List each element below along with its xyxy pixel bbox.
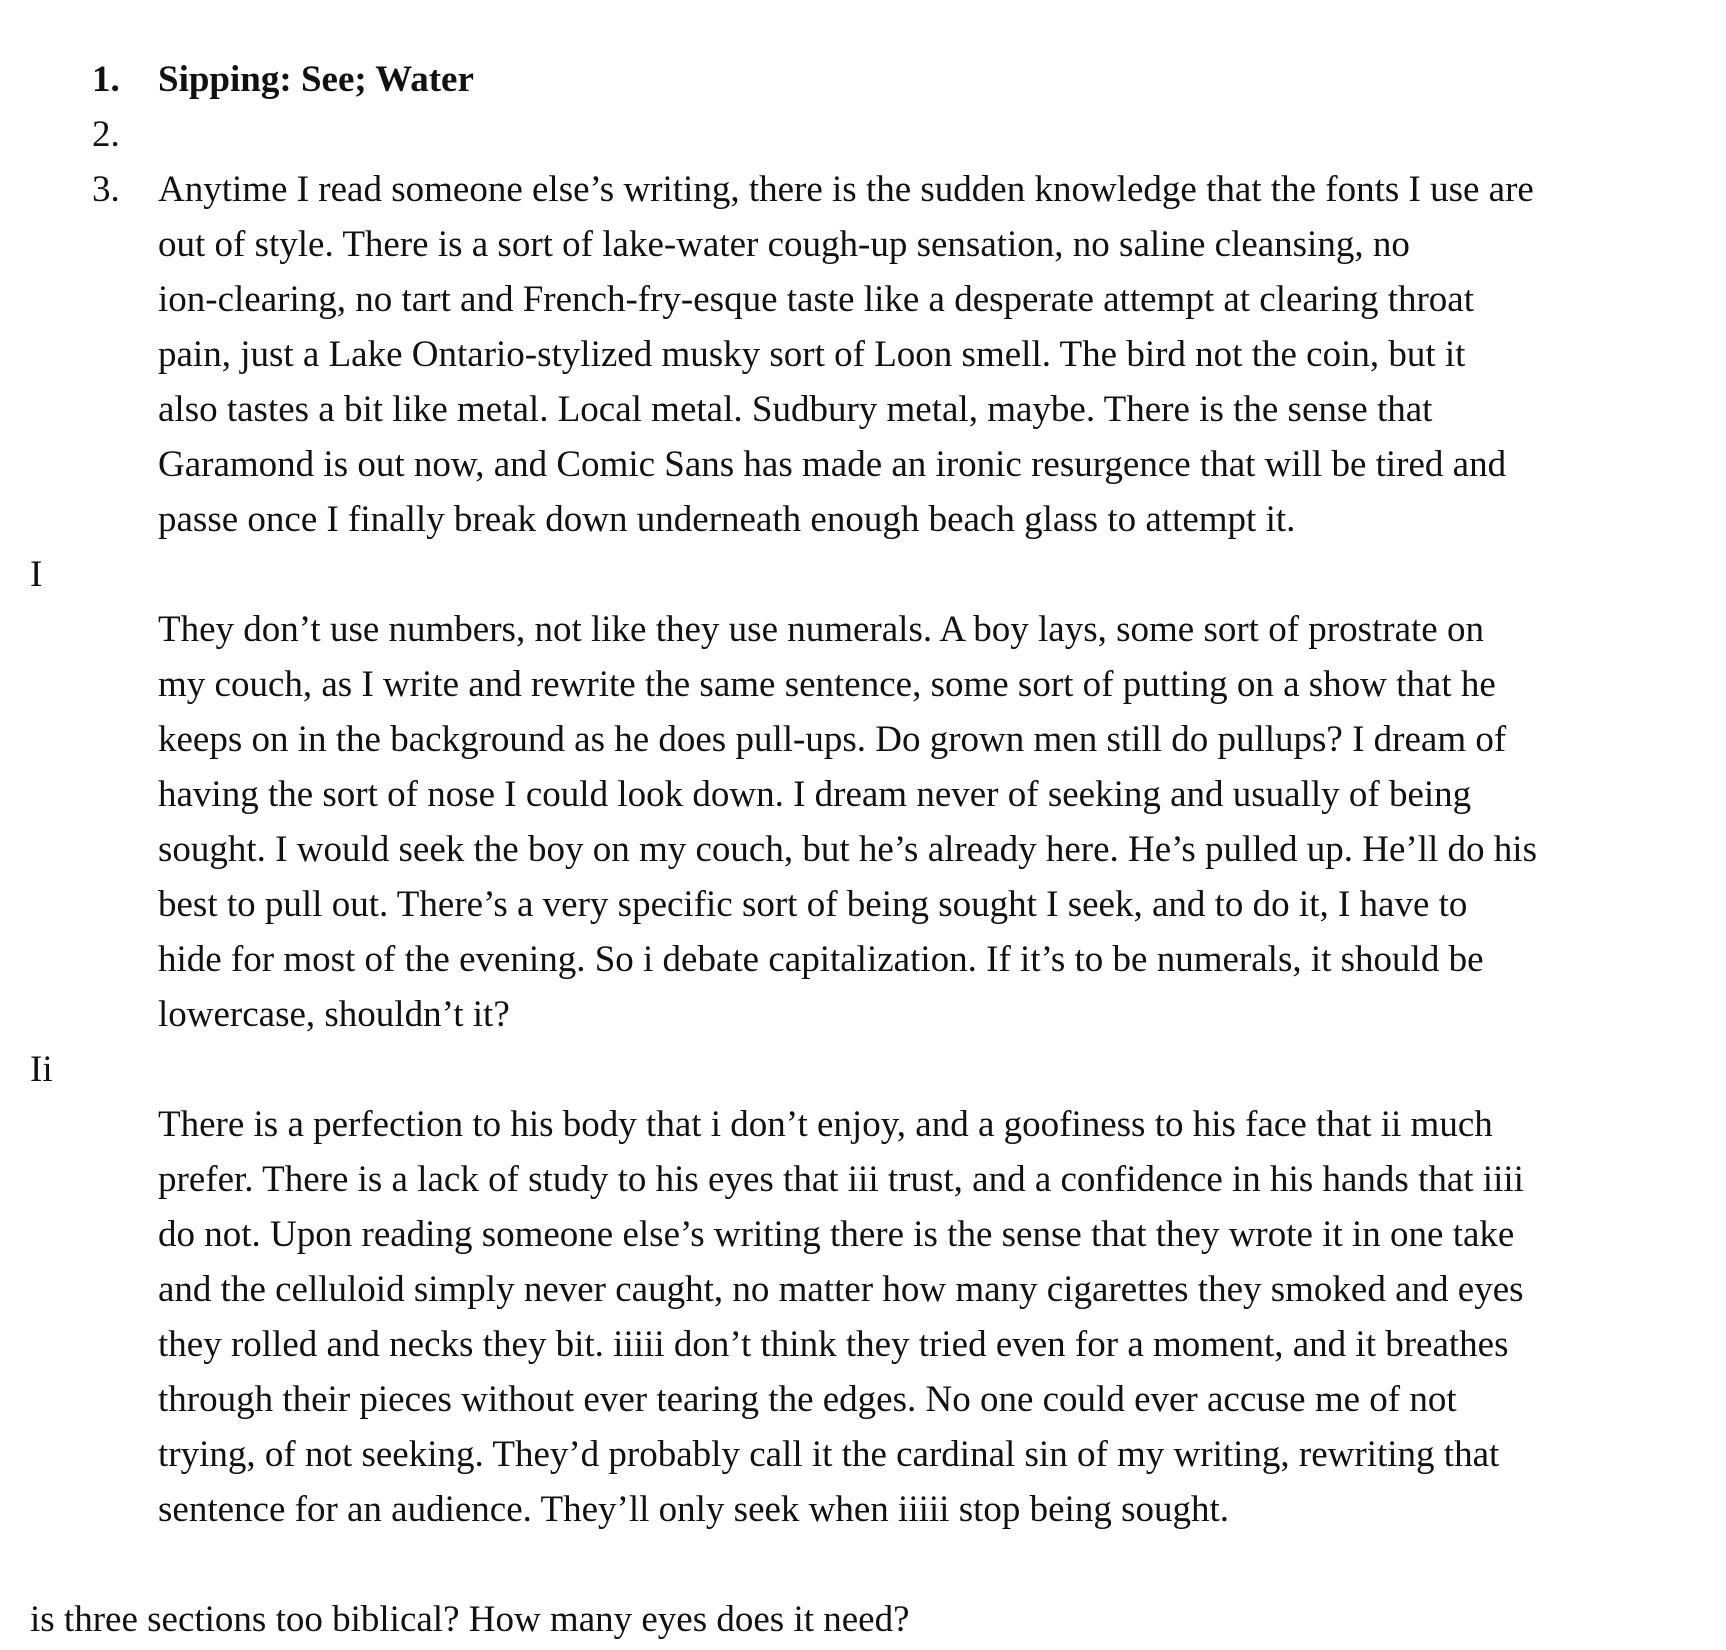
text-line: and the celluloid simply never caught, no matter how many cigarettes they smoked and eyes — [158, 1269, 1524, 1310]
text-line: pain, just a Lake Ontario-stylized musky sort of Loon smell. The bird not the coin, but it — [158, 334, 1466, 375]
section-marker-ii: Ii — [30, 1049, 53, 1090]
section-marker-i: I — [30, 554, 43, 595]
text-line: they rolled and necks they bit. iiiii don’t think they tried even for a moment, and it breathes — [158, 1324, 1509, 1365]
text-line: having the sort of nose I could look down. I dream never of seeking and usually of being — [158, 774, 1472, 815]
text-line: lowercase, shouldn’t it? — [158, 994, 510, 1035]
text-line: Garamond is out now, and Comic Sans has made an ironic resurgence that will be tired and — [158, 444, 1507, 485]
text-line: through their pieces without ever tearing the edges. No one could ever accuse me of not — [158, 1379, 1457, 1420]
list-number-3: 3. — [92, 169, 120, 210]
text-line: keeps on in the background as he does pull-ups. Do grown men still do pullups? I dream of — [158, 719, 1507, 760]
text-line: sentence for an audience. They’ll only seek when iiiii stop being sought. — [158, 1489, 1230, 1530]
list-number-1: 1. — [92, 59, 120, 100]
text-line: They don’t use numbers, not like they use numerals. A boy lays, some sort of prostrate on — [158, 609, 1484, 650]
text-line: Anytime I read someone else’s writing, there is the sudden knowledge that the fonts I use are — [158, 169, 1534, 210]
closing-question: is three sections too biblical? How many eyes does it need? — [30, 1599, 910, 1640]
text-line: passe once I finally break down underneath enough beach glass to attempt it. — [158, 499, 1296, 540]
text-line: ion-clearing, no tart and French-fry-esque taste like a desperate attempt at clearing throat — [158, 279, 1475, 320]
text-line: out of style. There is a sort of lake-water cough-up sensation, no saline cleansing, no — [158, 224, 1410, 265]
text-line: There is a perfection to his body that i don’t enjoy, and a goofiness to his face that ii much — [158, 1104, 1493, 1145]
text-line: my couch, as I write and rewrite the same sentence, some sort of putting on a show that he — [158, 664, 1496, 705]
text-line: prefer. There is a lack of study to his eyes that iii trust, and a confidence in his hands that iiii — [158, 1159, 1524, 1200]
text-line: do not. Upon reading someone else’s writing there is the sense that they wrote it in one take — [158, 1214, 1515, 1255]
text-line: trying, of not seeking. They’d probably call it the cardinal sin of my writing, rewriting that — [158, 1434, 1500, 1475]
text-line: best to pull out. There’s a very specific sort of being sought I seek, and to do it, I have to — [158, 884, 1468, 925]
text-line: hide for most of the evening. So i debate capitalization. If it’s to be numerals, it should be — [158, 939, 1484, 980]
list-number-2: 2. — [92, 114, 120, 155]
heading-title: Sipping: See; Water — [158, 59, 474, 100]
text-line: sought. I would seek the boy on my couch, but he’s already here. He’s pulled up. He’ll do his — [158, 829, 1537, 870]
text-line: also tastes a bit like metal. Local metal. Sudbury metal, maybe. There is the sense that — [158, 389, 1433, 430]
